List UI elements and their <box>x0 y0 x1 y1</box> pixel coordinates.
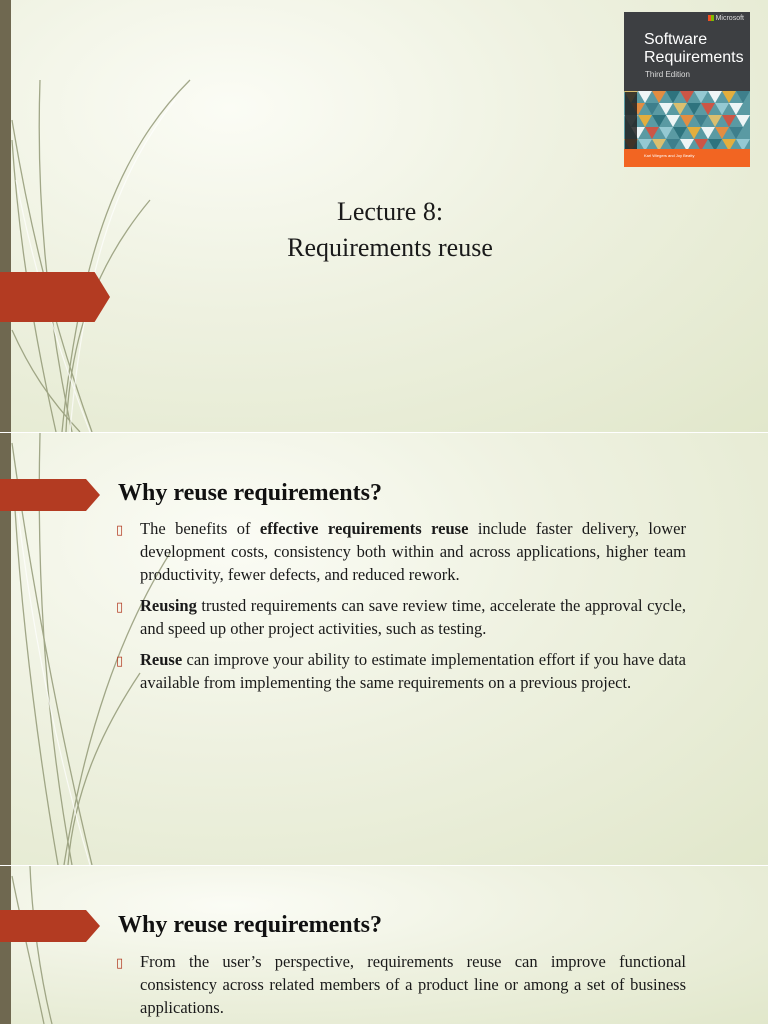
bullet-list <box>116 950 686 1024</box>
bullet-icon: ▯ <box>116 600 124 615</box>
book-title-line-2: Requirements <box>644 49 744 66</box>
bullet-icon: ▯ <box>116 654 124 669</box>
bullet-text: From the user’s perspective, requirements reuse can improve functional consistency across related members of a product line or among a set of business applications. <box>140 952 686 1017</box>
book-authors: Karl Wiegers and Joy Beatty <box>644 153 695 158</box>
publisher-logo: Microsoft <box>708 15 744 22</box>
content-slide-2 <box>0 866 768 1024</box>
heading-tab-marker <box>0 479 100 511</box>
cover-orange-band <box>624 149 750 167</box>
book-cover-image <box>624 12 750 167</box>
bullet-text: trusted requirements can save review time, accelerate the approval cycle, and speed up other project activities, such as testing. <box>140 596 686 638</box>
slide-heading: Why reuse requirements? <box>118 912 382 938</box>
bullet-text: The benefits of <box>140 519 260 538</box>
title-slide <box>0 0 768 432</box>
bullet-item <box>116 594 686 640</box>
slide-heading: Why reuse requirements? <box>118 480 382 506</box>
bullet-item <box>116 648 686 694</box>
cover-pattern <box>624 91 750 151</box>
book-edition: Third Edition <box>645 70 690 79</box>
bullet-list <box>116 517 686 702</box>
bullet-icon: ▯ <box>116 523 124 538</box>
bullet-item <box>116 950 686 1019</box>
bullet-bold-text: Reuse <box>140 650 183 669</box>
heading-tab-marker <box>0 910 100 942</box>
title-line-2: Requirements reuse <box>287 233 493 262</box>
bullet-text: include faster delivery, lower development costs, consistency both within and across applications, higher team productivity, fewer defects, and reduced rework. <box>140 519 686 584</box>
bullet-icon: ▯ <box>116 956 124 971</box>
content-slide-1 <box>0 433 768 865</box>
book-title <box>644 31 744 67</box>
bullet-item <box>116 517 686 586</box>
bullet-bold-text: effective requirements reuse <box>259 519 469 538</box>
book-title-line-1: Software <box>644 31 708 48</box>
bullet-bold-text: Reusing <box>140 596 197 615</box>
slide-title <box>0 194 768 266</box>
title-line-1: Lecture 8: <box>336 197 444 226</box>
bullet-text: can improve your ability to estimate implementation effort if you have data available from implementing the same requirements on a previous project. <box>140 650 686 692</box>
title-tab-marker <box>0 272 110 322</box>
